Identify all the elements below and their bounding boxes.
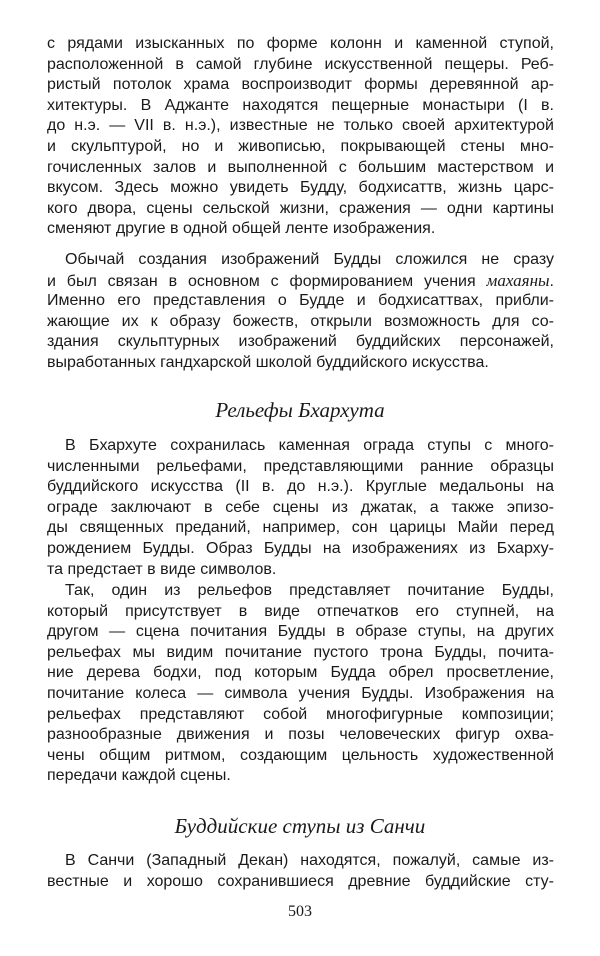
page-number: 503: [288, 903, 312, 920]
line-text: буддийского искусства (II в. до н.э.). Круглые медальоны на: [47, 478, 554, 496]
line-text: численными рельефами, представляющими ранние образцы: [47, 457, 554, 475]
line-text: В Бхархуте сохранилась каменная ограда ступы с много-: [65, 437, 554, 454]
text-line: [47, 663, 554, 684]
text-line: [47, 199, 554, 220]
text-line: [47, 75, 554, 96]
line-text: и был связан в основном с формированием учения: [47, 272, 487, 290]
text-line: [47, 684, 554, 705]
text-line: [47, 766, 554, 787]
text-line: [47, 581, 554, 602]
punctuation: .: [549, 272, 554, 290]
line-text: с рядами изысканных по форме колонн и каменной ступой,: [47, 35, 554, 52]
text-line: [47, 353, 554, 374]
line-text: почитание колеса — символа учения Будды. Изображения на: [47, 684, 554, 702]
line-text: до н.э. — VII в. н.э.), известные не только своей архитектурой: [47, 117, 554, 135]
line-text: расположенной в самой глубине искусственной пещеры. Реб-: [47, 55, 554, 73]
paragraph-bharhut-reliefs: [47, 581, 554, 787]
text-line: [47, 560, 554, 581]
text-line: [47, 271, 554, 292]
line-text: передачи каждой сцены.: [47, 767, 231, 785]
line-text: ристый потолок храма воспроизводит формы деревянной ар-: [47, 76, 554, 94]
text-line: [47, 725, 554, 746]
text-line: [47, 477, 554, 498]
text-line: [47, 219, 554, 240]
line-text: В Санчи (Западный Декан) находятся, пожалуй, самые из-: [65, 852, 554, 869]
text-line: [47, 250, 554, 271]
text-line: [47, 872, 554, 893]
text-line: [47, 158, 554, 179]
text-line: [47, 705, 554, 726]
text-line: [47, 96, 554, 117]
text-line: [47, 178, 554, 199]
text-line: [47, 539, 554, 560]
text-line: [47, 332, 554, 353]
text-line: [47, 312, 554, 333]
text-line: [47, 643, 554, 664]
text-line: [47, 851, 554, 872]
line-text: вестные и хорошо сохранившиеся древние буддийские сту-: [47, 872, 554, 890]
line-text: чены общим ритмом, создающим цельность художественной: [47, 746, 554, 764]
text-line: [47, 518, 554, 539]
section-heading-sanchi: Буддийские ступы из Санчи: [174, 814, 426, 838]
paragraph-buddha-images: [47, 250, 554, 374]
paragraph-sanchi: [47, 851, 554, 892]
line-text: ограде заключают в себе сцены из джатак, а также эпизо-: [47, 498, 554, 516]
line-text: рождением Будды. Образ Будды на изображениях из Бхарху-: [47, 539, 554, 557]
line-text: хитектуры. В Аджанте находятся пещерные монастыри (I в.: [47, 96, 554, 114]
line-text: сменяют другие в одной общей ленте изображения.: [47, 220, 436, 238]
text-line: [47, 457, 554, 478]
line-text: гочисленных залов и выполненной с большим мастерством и: [47, 158, 554, 176]
line-text: Так, один из рельефов представляет почитание Будды,: [65, 582, 554, 599]
line-text: который присутствует в виде отпечатков его ступней, на: [47, 602, 554, 620]
line-text: рельефах мы видим почитание пустого трона Будды, почита-: [47, 643, 554, 661]
line-text: здания скульптурных изображений буддийских персонажей,: [47, 333, 554, 351]
line-text: кого двора, сцены сельской жизни, сражения — одни картины: [47, 199, 554, 217]
text-line: [47, 436, 554, 457]
line-text: вкусом. Здесь можно увидеть Будду, бодхисаттв, жизнь царс-: [47, 179, 554, 197]
text-line: [47, 498, 554, 519]
line-text: Обычай создания изображений Будды сложился не сразу: [65, 251, 554, 268]
text-line: [47, 34, 554, 55]
line-text: другом — сцена почитания Будды в образе ступы, на других: [47, 623, 554, 641]
italic-term: махаяны: [486, 270, 550, 290]
text-line: [47, 55, 554, 76]
line-text: ние дерева бодхи, под которым Будда обрел просветление,: [47, 664, 554, 682]
line-text: выработанных гандхарской школой буддийского искусства.: [47, 353, 489, 371]
paragraph-bharhut-railing: [47, 436, 554, 580]
line-text: и скульптурой, но и живописью, покрывающей стены мно-: [47, 137, 554, 155]
text-line: [47, 602, 554, 623]
line-text: та предстает в виде символов.: [47, 560, 277, 578]
text-line: [47, 291, 554, 312]
line-text: ды священных преданий, например, сон царицы Майи перед: [47, 519, 554, 537]
line-text: разнообразные движения и позы человеческих фигур охва-: [47, 726, 554, 744]
paragraph-ajanta: [47, 34, 554, 240]
line-text: Именно его представления о Будде и бодхисаттвах, прибли-: [47, 292, 554, 310]
section-heading-bharhut: Рельефы Бхархута: [215, 398, 385, 422]
text-line: [47, 137, 554, 158]
text-line: [47, 116, 554, 137]
text-line: [47, 746, 554, 767]
text-line: [47, 622, 554, 643]
line-text: жающие их к образу божеств, открыли возможность для со-: [47, 312, 554, 330]
line-text: рельефах представляют собой многофигурные композиции;: [47, 705, 554, 723]
